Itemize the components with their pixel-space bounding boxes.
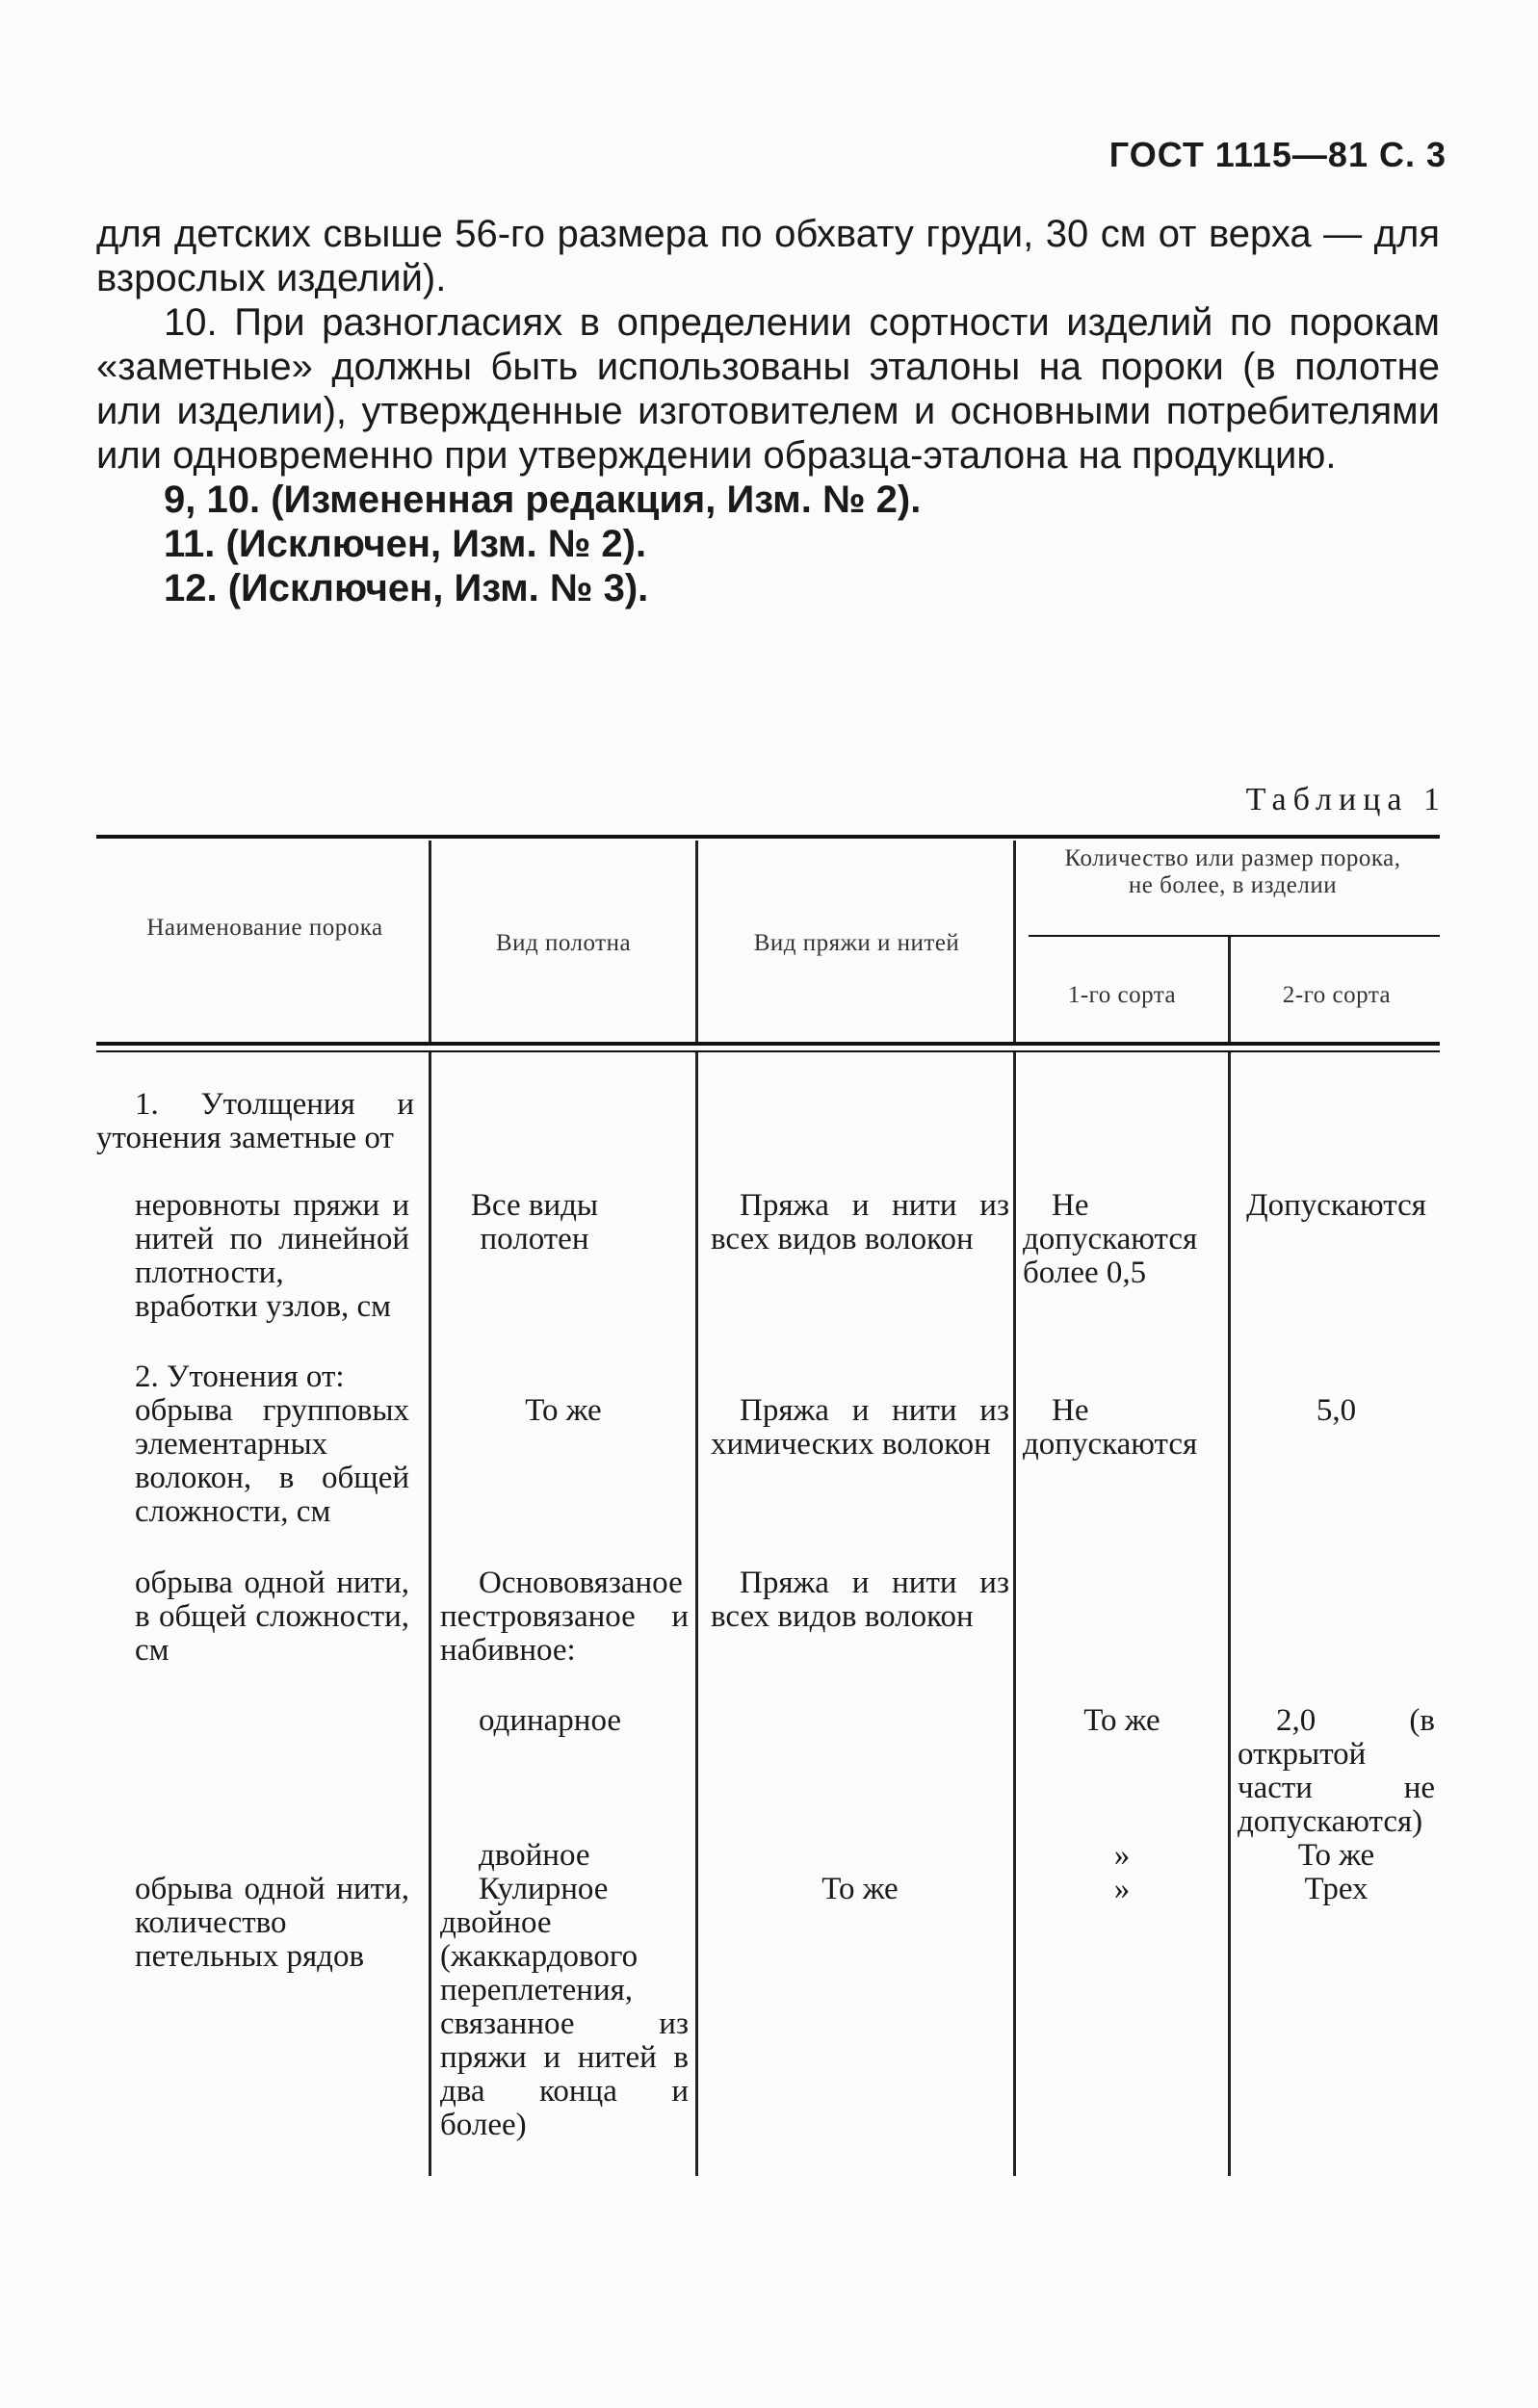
row3b-grade-1: » [1113, 1838, 1131, 1873]
row4-grade-1: » [1113, 1872, 1131, 1906]
row2-grade-2: 5,0 [1316, 1393, 1357, 1428]
body-divider-2 [695, 1052, 698, 2176]
amendment-note-11: 11. (Исключен, Изм. № 2). [164, 523, 647, 565]
row2-defect-name: обрыва групповых элементарных волокон, в общей сложности, см [135, 1393, 409, 1529]
header-bottom-rule-2 [96, 1050, 1440, 1052]
header-defect-name: Наименование порока [146, 915, 383, 941]
header-quantity: Количество или размер порока, не более, в изделии [1064, 845, 1401, 898]
header-grade-1: 1-го сорта [1067, 982, 1177, 1008]
header-divider-1 [429, 841, 431, 1042]
row1-yarn: Пряжа и нити из всех видов волокон [711, 1188, 1009, 1256]
row1-fabric: Все виды полотен [470, 1188, 599, 1256]
row3a-grade-1: То же [1083, 1703, 1160, 1738]
body-divider-4 [1228, 1052, 1231, 2176]
row3a-grade-2: 2,0 (в открытой части не допускаются) [1238, 1703, 1435, 1839]
paragraph-10: 10. При разногласиях в определении сортности изделий по порокам «заметные» должны быть использованы эталоны на пороки (в полотне или изделии), утвержденные изготовителем и основными потребителями или одновременно при утверждении образца-эталона на продукцию. [96, 301, 1440, 477]
row3b-fabric: двойное [479, 1838, 590, 1873]
row1-defect-name: неровноты пряжи и нитей по линейной плотности, вработки узлов, см [135, 1188, 409, 1324]
row1-grade-1: Не допускаются более 0,5 [1023, 1188, 1198, 1290]
body-divider-3 [1013, 1052, 1016, 2176]
body-text [96, 212, 1440, 610]
row4-defect-name: обрыва одной нити, количество петельных рядов [135, 1872, 409, 1974]
row2-grade-1: Не допускаются [1023, 1393, 1198, 1462]
row4-fabric: Кулирное двойное (жаккардового переплетения, связанное из пряжи и нитей в два конца и более) [440, 1872, 689, 2142]
row2-yarn: Пряжа и нити из химических волокон [711, 1393, 1009, 1462]
row4-grade-2: Трех [1304, 1872, 1369, 1906]
paragraph-continuation: для детских свыше 56-го размера по обхвату груди, 30 см от верха — для взрослых изделий). [96, 213, 1440, 299]
row4-yarn: То же [821, 1872, 899, 1906]
row3-fabric: Основовязаное пестровязаное и набивное: [440, 1566, 689, 1668]
table-caption: Таблица 1 [1245, 782, 1447, 817]
header-fabric-type: Вид полотна [495, 930, 632, 956]
body-divider-1 [429, 1052, 431, 2176]
row3b-grade-2: То же [1297, 1838, 1375, 1873]
header-grade-2: 2-го сорта [1282, 982, 1392, 1008]
page-header: ГОСТ 1115—81 С. 3 [1108, 135, 1447, 174]
header-divider-2 [695, 841, 698, 1042]
row3-defect-name: обрыва одной нити, в общей сложности, см [135, 1566, 409, 1668]
row1-title: 1. Утолщения и утонения заметные от [96, 1087, 414, 1155]
table-top-rule [96, 835, 1440, 839]
header-divider-4 [1228, 937, 1231, 1042]
row2-title: 2. Утонения от: [135, 1359, 345, 1394]
amendment-note-9-10: 9, 10. (Измененная редакция, Изм. № 2). [164, 479, 922, 521]
header-yarn-type: Вид пряжи и нитей [753, 930, 960, 956]
row1-grade-2: Допускаются [1246, 1188, 1426, 1223]
row2-fabric: То же [525, 1393, 602, 1428]
row3-yarn: Пряжа и нити из всех видов волокон [711, 1566, 1009, 1634]
amendment-note-12: 12. (Исключен, Изм. № 3). [164, 567, 649, 609]
row3a-fabric: одинарное [479, 1703, 622, 1738]
header-sub-rule [1029, 935, 1440, 937]
header-divider-3 [1013, 841, 1016, 1042]
header-bottom-rule-1 [96, 1042, 1440, 1046]
